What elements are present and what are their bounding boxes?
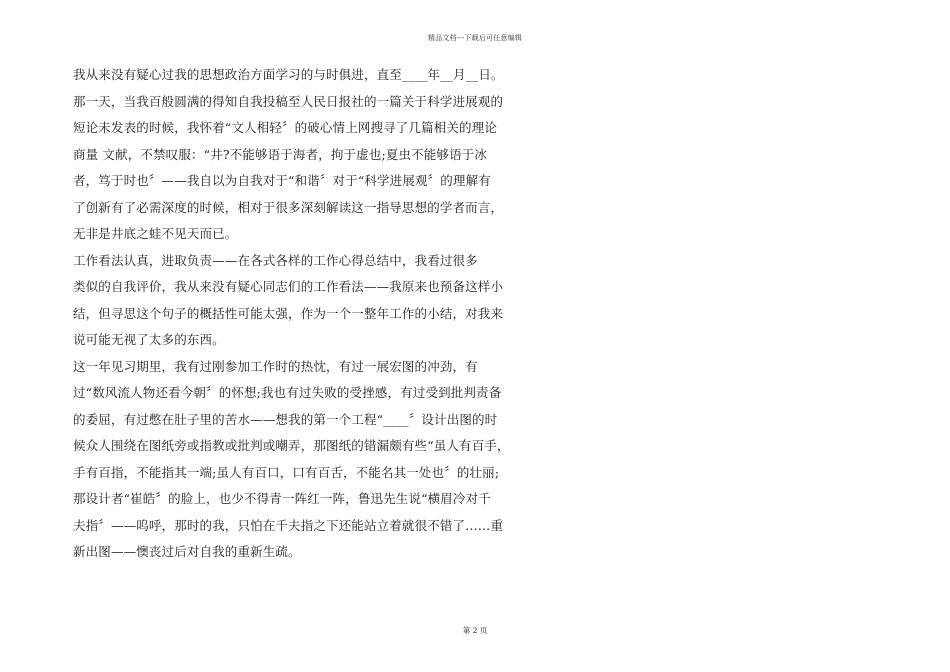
- text-line: 类似的自我评价，我从来没有疑心同志们的工作看法——我原来也预备这样小: [73, 279, 504, 294]
- text-line: 短论未发表的时候，我怀着“文人相轻〞的破心情上网搜寻了几篇相关的理论: [73, 120, 497, 135]
- text-line: 的委屈，有过憋在肚子里的苦水——想我的第一个工程“____〞设计出图的时: [73, 411, 498, 427]
- text-line: 那一天，当我百般圆满的得知自我投稿至人民日报社的一篇关于科学进展观的: [73, 93, 504, 109]
- text-line: 手有百指，不能指其一端;虽人有百口，口有百舌，不能名其一处也〞的壮丽;: [73, 464, 500, 480]
- text-line: 商量 文献，不禁叹服：“井?不能够语于海者，拘于虚也;夏虫不能够语于冰: [73, 146, 488, 162]
- page-header: 精品文档---下载后可任意编辑: [427, 34, 523, 42]
- text-line: 者，笃于时也〞——我自以为自我对于“和谐〞对于“科学进展观〞的理解有: [73, 173, 491, 188]
- text-line: 结，但寻思这个句子的概括性可能太强，作为一个一整年工作的小结，对我来: [73, 305, 504, 321]
- text-line: 了创新有了必需深度的时候，相对于很多深刻解读这一指导思想的学者而言，: [73, 199, 504, 215]
- text-line: 我从来没有疑心过我的思想政治方面学习的与时俱进，直至____年__月__日。: [73, 67, 504, 82]
- paragraph-2: [73, 248, 504, 354]
- text-line: 候众人围绕在图纸旁或指教或批判或嘲弄，那图纸的错漏颇有些“虽人有百手，: [73, 438, 510, 453]
- text-line: 工作看法认真，进取负责——在各式各样的工作心得总结中，我看过很多: [73, 252, 478, 268]
- text-line: 这一年见习期里，我有过刚参加工作时的热忱，有过一展宏图的冲劲，有: [73, 358, 478, 374]
- text-line: 新出图——懊丧过后对自我的重新生疏。: [73, 544, 301, 559]
- text-line: 过“数风流人物还看今朝〞的怀想;我也有过失败的受挫感，有过受到批判责备: [73, 385, 502, 400]
- text-line: 那设计者“崔皓〞的脸上，也少不得青一阵红一阵，鲁迅先生说“横眉冷对千: [73, 491, 491, 506]
- text-line: 说可能无视了太多的东西。: [73, 332, 225, 347]
- paragraph-1: [73, 62, 504, 248]
- text-line: 无非是井底之蛙不见天而已。: [73, 226, 238, 241]
- text-line: 夫指〞——呜呼，那时的我，只怕在千夫指之下还能站立着就很不错了……重: [73, 517, 504, 533]
- paragraph-3: [73, 354, 510, 566]
- document-body: [73, 62, 510, 566]
- page-number: 第 2 页: [462, 626, 488, 635]
